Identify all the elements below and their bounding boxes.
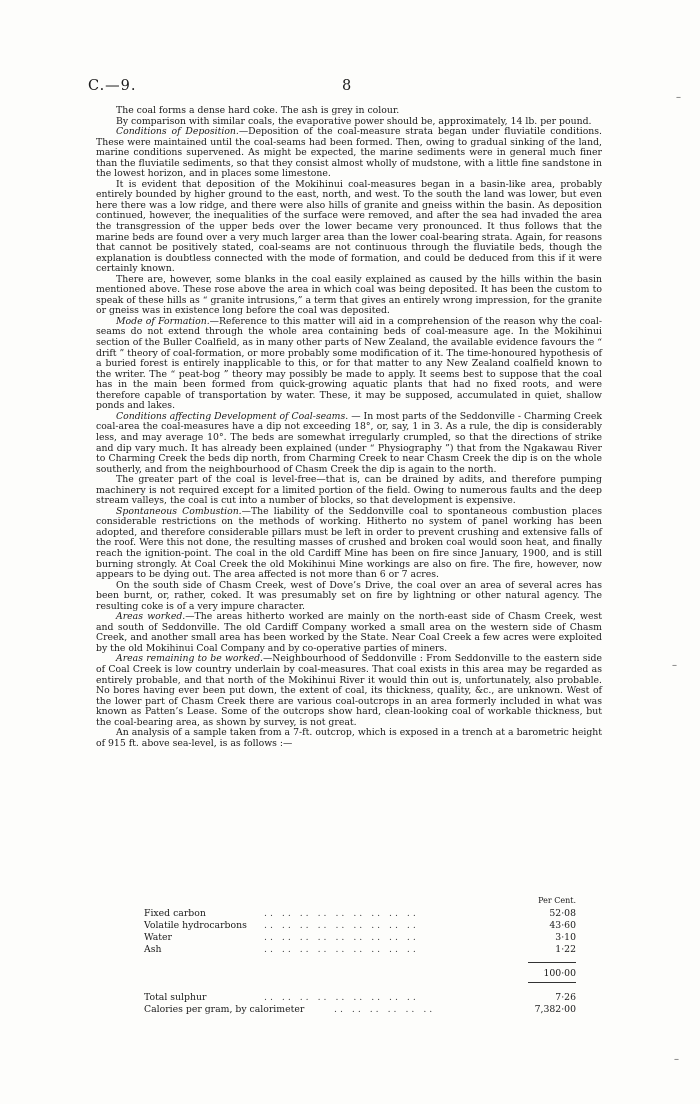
paragraph: [96, 180, 602, 275]
total-rule: [528, 982, 576, 983]
analysis-row: [144, 932, 576, 943]
analysis-label: Fixed carbon: [144, 908, 206, 919]
margin-mark: –: [674, 1054, 679, 1065]
paragraph-heading: Spontaneous Combustion.: [116, 505, 242, 517]
analysis-label: Total sulphur: [144, 992, 207, 1003]
paragraph: [96, 412, 602, 475]
paragraph-heading: Conditions of Deposition.: [116, 126, 239, 138]
paragraph-text: —Reference to this matter will aid in a comprehension of the reason why the coal-seams do not extend through the whole area containing beds of coal-measure age. In the Mokihinui section of the Buller Coalfield, as in many other parts of New Zealand, the available evidence favours the “ drift ” theory of coal-formation, or more probably some modification of it. The time-honoured hypothesis of a buried forest is entirely inapplicable to this, or for that matter to any New Zealand coalfield known to the writer. The “ peat-bog ” theory may possibly be made to apply. It seems best to suppose that the coal has in the main been formed from quick-growing aquatic plants that had no fixed roots, and were therefore capable of transportation by water. These, it may be supposed, accumulated in quiet, shallow ponds and lakes.: [96, 315, 602, 412]
margin-mark: –: [676, 92, 681, 103]
analysis-row: [144, 944, 576, 955]
margin-mark: –: [672, 660, 677, 671]
page-header: [88, 78, 608, 98]
paragraph-text: It is evident that deposition of the Mokihinui coal-measures began in a basin-like area, probably entirely bounded by higher ground to the east, north, and west. To the south the land was lower, but even here there was a low ridge, and there were also hills of granite and gneiss within the basin. As deposition continued, however, the inequalities of the surface were removed, and after the sea had invaded the area the transgression of the upper beds over the lower became very pronounced. It thus follows that the marine beds are found over a very much larger area than the lower coal-bearing strata. Again, for reasons that cannot be positively stated, coal-seams are not continuous through the fluviatile beds, though the explanation is doubtless connected with the mode of formation, and could be deduced from this if it were certainly known.: [96, 178, 602, 275]
leader-dots: .. .. .. .. .. .. .. .. ..: [264, 932, 419, 943]
paragraph: [96, 507, 602, 581]
leader-dots: .. .. .. .. .. .. .. .. ..: [264, 944, 419, 955]
paragraph-text: —Neighbourhood of Seddonville : From Seddonville to the eastern side of Coal Creek is low country underlain by coal-measures. That coal exists in this area may be regarded as entirely probable, and that north of the Mokihinui River it would thin out is, unfortunately, also probable. No bores having ever been put down, the extent of coal, its thickness, quality, &c., are unknown. West of the lower part of Chasm Creek there are various coal-outcrops in an area formerly included in what was known as Patten’s Lease. Some of the outcrops show hard, clean-looking coal of workable thickness, but the coal-bearing area, as shown by survey, is not great.: [96, 653, 602, 728]
leader-dots: .. .. .. .. .. .. .. .. ..: [264, 992, 419, 1003]
paragraph-heading: Areas worked.: [116, 611, 186, 623]
analysis-total-row: [144, 968, 576, 979]
paragraph-text: On the south side of Chasm Creek, west of Dove’s Drive, the coal over an area of several acres has been burnt, or, rather, coked. It was presumably set on fire by lightning or other natural agency. The resulting coke is of a very impure character.: [96, 579, 602, 612]
paragraph-text: There are, however, some blanks in the coal easily explained as caused by the hills within the basin mentioned above. These rose above the area in which coal was being deposited. It has been the custom to speak of these hills as “ granite intrusions,” a term that gives an entirely wrong impression, for the granite or gneiss was in existence long before the coal was deposited.: [96, 273, 602, 317]
paragraph-text: —The liability of the Seddonville coal to spontaneous combustion places considerable restrictions on the methods of working. Hitherto no system of panel working has been adopted, and therefore considerable pillars must be left in order to prevent crushing and extensive falls of the roof. Were this not done, the resulting masses of crushed and broken coal would soon heat, and finally reach the ignition-point. The coal in the old Cardiff Mine has been on fire since January, 1900, and is still burning strongly. At Coal Creek the old Mokihinui Mine workings are also on fire. The fire, however, now appears to be dying out. The area affected is not more than 6 or 7 acres.: [96, 505, 602, 581]
page-number: 8: [342, 78, 352, 94]
paragraph-text: —Deposition of the coal-measure strata began under fluviatile conditions. These were maintained until the coal-seams had been formed. Then, owing to gradual sinking of the land, marine conditions supervened. As might be expected, the marine sediments were in general much finer than the fluviatile sediments, so that they consist almost wholly of mudstone, with a little fine sandstone in the lowest horizon, and in places some limestone.: [96, 126, 603, 180]
paragraph: [96, 728, 602, 749]
analysis-label: Ash: [144, 944, 162, 955]
paragraph-text: By comparison with similar coals, the evaporative power should be, approximately, 14 lb. per pound.: [116, 115, 592, 127]
analysis-label: Volatile hydrocarbons: [144, 920, 247, 931]
leader-dots: .. .. .. .. .. .. .. .. ..: [264, 908, 419, 919]
paragraph: [96, 654, 602, 728]
analysis-row: [144, 920, 576, 931]
analysis-row: [144, 908, 576, 919]
analysis-value: 43·60: [549, 920, 576, 931]
total-rule: [528, 962, 576, 963]
document-reference: C.—9.: [88, 78, 137, 94]
paragraph-text: — In most parts of the Seddonville - Charming Creek coal-area the coal-measures have a dip not exceeding 18°, or, say, 1 in 3. As a rule, the dip is considerably less, and may average 10°. The beds are somewhat irregularly crumpled, so that the directions of strike and dip vary much. It has already been explained (under “ Physiography ”) that from the Ngakawau River to Charming Creek the beds dip north, from Charming Creek to near Chasm Creek the dip is on the whole southerly, and from the neighbourhood of Chasm Creek the dip is again to the north.: [96, 410, 602, 475]
analysis-total: 100·00: [543, 968, 576, 979]
paragraph-heading: Mode of Formation.: [116, 315, 210, 327]
analysis-label: Water: [144, 932, 172, 943]
paragraph-text: The greater part of the coal is level-free—that is, can be drained by adits, and therefore pumping machinery is not required except for a limited portion of the field. Owing to numerous faults and the deep stream valleys, the coal is cut into a number of blocks, so that development is expensive.: [96, 474, 602, 507]
unit-label: Per Cent.: [538, 896, 576, 905]
analysis-value: 7,382·00: [534, 1004, 576, 1015]
analysis-value: 7·26: [555, 992, 576, 1003]
analysis-row: [144, 1004, 576, 1015]
analysis-value: 1·22: [555, 944, 576, 955]
analysis-row: [144, 992, 576, 1003]
analysis-value: 52·08: [549, 908, 576, 919]
paragraph: [96, 317, 602, 412]
paragraph-heading: Areas remaining to be worked.: [116, 653, 263, 665]
paragraph: [96, 612, 602, 654]
leader-dots: .. .. .. .. .. .. .. .. ..: [264, 920, 419, 931]
paragraph-heading: Conditions affecting Development of Coal-seams.: [116, 410, 349, 422]
paragraph: [96, 275, 602, 317]
paragraph: [96, 127, 602, 180]
paragraph-text: —The areas hitherto worked are mainly on the north-east side of Chasm Creek, west and south of Seddonville. The old Cardiff Company worked a small area on the western side of Chasm Creek, and another small area has been worked by the State. Near Coal Creek a few acres were exploited by the old Mokihinui Coal Company and by co-operative parties of miners.: [96, 611, 602, 654]
paragraph: [96, 475, 602, 507]
leader-dots: .. .. .. .. .. ..: [334, 1004, 436, 1015]
paragraph-text: An analysis of a sample taken from a 7-ft. outcrop, which is exposed in a trench at a barometric height of 915 ft. above sea-level, is as follows :—: [96, 727, 602, 749]
analysis-value: 3·10: [555, 932, 576, 943]
analysis-label: Calories per gram, by calorimeter: [144, 1004, 305, 1015]
body-text: [96, 106, 602, 749]
paragraph: [96, 581, 602, 613]
paragraph-text: The coal forms a dense hard coke. The ash is grey in colour.: [116, 105, 400, 116]
